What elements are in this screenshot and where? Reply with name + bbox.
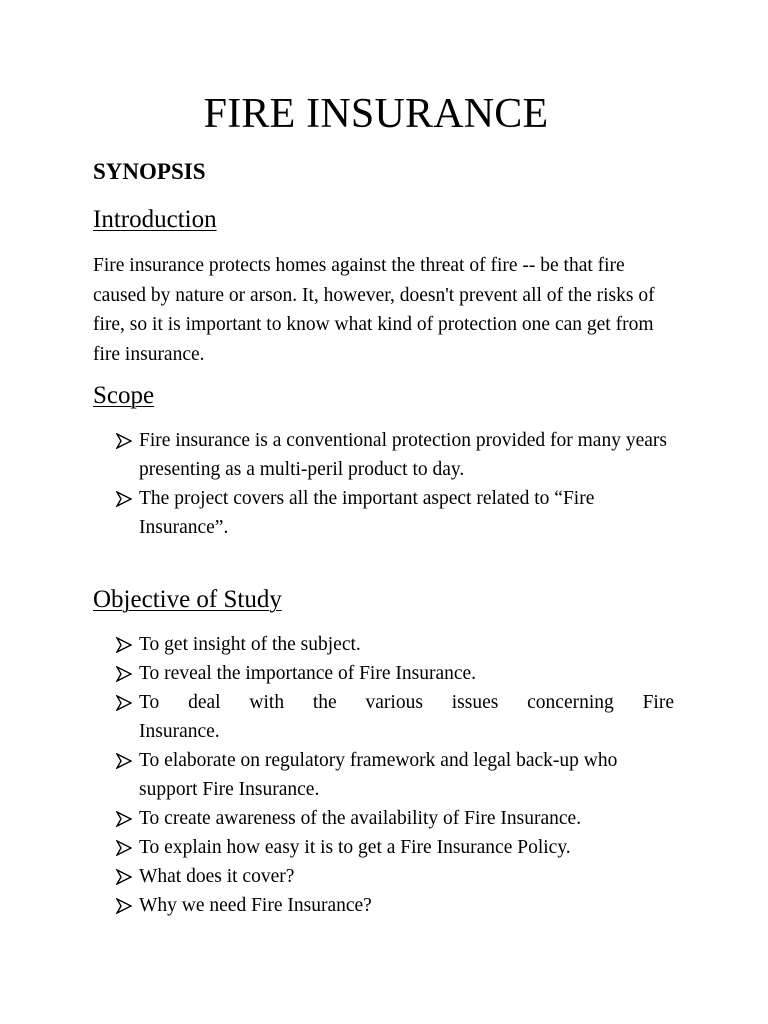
objective-item-text: To deal with the various issues concerning Fire xyxy=(139,692,674,713)
objective-list xyxy=(116,630,674,920)
list-item xyxy=(116,891,674,920)
objective-item-text: To explain how easy it is to get a Fire Insurance Policy. xyxy=(139,837,571,858)
list-item xyxy=(116,688,674,746)
objective-item-text: To elaborate on regulatory framework and legal back-up who support Fire Insurance. xyxy=(139,750,618,800)
objective-heading: Objective of Study xyxy=(93,586,282,613)
scope-heading: Scope xyxy=(93,382,155,409)
objective-item-text: To create awareness of the availability of Fire Insurance. xyxy=(139,808,582,829)
objective-item-text: What does it cover? xyxy=(139,866,295,887)
arrowhead-bullet-icon xyxy=(116,695,132,711)
arrowhead-bullet-icon xyxy=(116,433,132,449)
objective-item-text: Why we need Fire Insurance? xyxy=(139,895,372,916)
arrowhead-bullet-icon xyxy=(116,840,132,856)
arrowhead-bullet-icon xyxy=(116,753,132,769)
objective-item-text: To get insight of the subject. xyxy=(139,634,361,655)
scope-item-text: Fire insurance is a conventional protection provided for many years presenting as a multi-peril product to day. xyxy=(139,430,667,480)
document-title: FIRE INSURANCE xyxy=(203,91,549,137)
list-item xyxy=(116,804,674,833)
objective-item-text: To reveal the importance of Fire Insurance. xyxy=(139,663,477,684)
arrowhead-bullet-icon xyxy=(116,491,132,507)
synopsis-heading: SYNOPSIS xyxy=(93,159,206,184)
list-item xyxy=(116,630,674,659)
objective-item-text-continued: Insurance. xyxy=(139,721,220,742)
scope-list xyxy=(116,426,674,542)
list-item xyxy=(116,746,674,804)
list-item xyxy=(116,862,674,891)
arrowhead-bullet-icon xyxy=(116,898,132,914)
arrowhead-bullet-icon xyxy=(116,637,132,653)
introduction-heading: Introduction xyxy=(93,206,217,233)
arrowhead-bullet-icon xyxy=(116,869,132,885)
arrowhead-bullet-icon xyxy=(116,811,132,827)
list-item xyxy=(116,484,674,542)
list-item xyxy=(116,833,674,862)
list-item xyxy=(116,426,674,484)
scope-item-text: The project covers all the important aspect related to “Fire Insurance”. xyxy=(139,488,595,538)
introduction-paragraph: Fire insurance protects homes against the threat of fire -- be that fire caused by nature or arson. It, however, doesn't prevent all of the risks of fire, so it is important to know what kind of protection one can get from fire insurance. xyxy=(93,255,655,365)
list-item xyxy=(116,659,674,688)
arrowhead-bullet-icon xyxy=(116,666,132,682)
